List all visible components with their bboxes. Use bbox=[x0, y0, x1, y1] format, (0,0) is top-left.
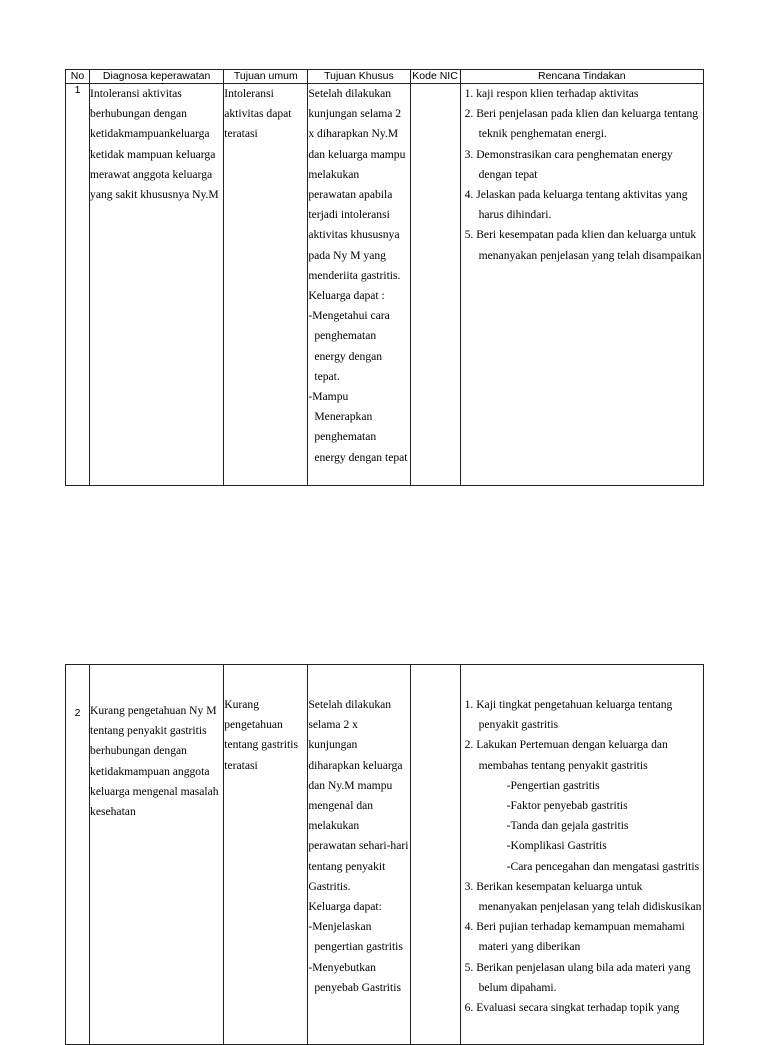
list-item bbox=[465, 735, 703, 876]
row-number: 2 bbox=[66, 665, 90, 1045]
list-item: 1. Kaji tingkat pengetahuan keluarga tentang penyakit gastritis bbox=[464, 698, 673, 732]
tujuan-umum-cell: Kurang pengetahuan tentang gastritis teratasi bbox=[224, 665, 308, 1045]
sub-item: -Tanda dan gejala gastritis bbox=[506, 819, 629, 833]
table-row bbox=[66, 665, 704, 1045]
goal-item-detail: Menerapkan penghematan energy dengan tepat bbox=[314, 410, 408, 464]
goal-item: -Menjelaskan bbox=[308, 920, 372, 934]
keluarga-dapat-label: Keluarga dapat : bbox=[308, 289, 385, 303]
keluarga-dapat-label: Keluarga dapat: bbox=[308, 900, 382, 914]
list-item: 6. Evaluasi secara singkat terhadap topik yang bbox=[464, 1001, 680, 1015]
header-kode-nic: Kode NIC bbox=[410, 70, 460, 84]
care-plan-table-1 bbox=[65, 69, 704, 486]
goal-item: -Mampu bbox=[308, 390, 349, 404]
list-item-text: 2. Lakukan Pertemuan dengan keluarga dan membahas tentang penyakit gastritis bbox=[464, 738, 668, 772]
sub-item: -Faktor penyebab gastritis bbox=[506, 799, 628, 813]
goal-item-detail: penghematan energy dengan tepat. bbox=[314, 329, 383, 383]
rencana-cell bbox=[460, 665, 703, 1045]
table-header-row bbox=[66, 70, 704, 84]
sub-item: -Cara pencegahan dan mengatasi gastritis bbox=[506, 859, 700, 873]
tujuan-khusus-cell bbox=[308, 665, 410, 1045]
tujuan-khusus-intro: Setelah dilakukan kunjungan selama 2 x diharapkan Ny.M dan keluarga mampu melakukan perawatan apabila terjadi intoleransi aktivitas khususnya pada Ny M yang menderiita gastritis. bbox=[308, 87, 406, 282]
list-item: 1. kaji respon klien terhadap aktivitas bbox=[464, 87, 639, 100]
header-tujuan-umum: Tujuan umum bbox=[224, 70, 308, 84]
tujuan-umum-cell: Intoleransi aktivitas dapat teratasi bbox=[224, 84, 308, 486]
list-item: 5. Beri kesempatan pada klien dan keluarga untuk menanyakan penjelasan yang telah disampaikan bbox=[464, 228, 702, 262]
header-rencana-tindakan: Rencana Tindakan bbox=[460, 70, 703, 84]
list-item: 4. Jelaskan pada keluarga tentang aktivitas yang harus dihindari. bbox=[464, 188, 688, 222]
kode-nic-cell bbox=[410, 665, 460, 1045]
header-no: No bbox=[66, 70, 90, 84]
table-row bbox=[66, 84, 704, 486]
list-item: 3. Berikan kesempatan keluarga untuk menanyakan penjelasan yang telah didiskusikan bbox=[464, 879, 702, 914]
action-list bbox=[461, 695, 703, 1018]
row-number: 1 bbox=[66, 84, 90, 486]
tujuan-khusus-cell bbox=[308, 84, 410, 486]
list-item: 5. Berikan penjelasan ulang bila ada materi yang belum dipahami. bbox=[464, 960, 691, 994]
goal-item: -Mengetahui cara bbox=[308, 309, 390, 323]
kode-nic-cell bbox=[410, 84, 460, 486]
header-diagnosa: Diagnosa keperawatan bbox=[90, 70, 224, 84]
sub-item: -Komplikasi Gastritis bbox=[506, 839, 607, 853]
header-tujuan-khusus: Tujuan Khusus bbox=[308, 70, 410, 84]
goal-item-detail: penyebab Gastritis bbox=[314, 980, 401, 994]
tujuan-khusus-intro: Setelah dilakukan selama 2 x kunjungan diharapkan keluarga dan Ny.M mampu mengenal dan melakukan perawatan sehari-hari tentang penyakit Gastritis. bbox=[308, 698, 409, 893]
rencana-cell bbox=[460, 84, 703, 486]
list-item: 3. Demonstrasikan cara penghematan energy dengan tepat bbox=[464, 147, 673, 181]
diagnosa-cell: Intoleransi aktivitas berhubungan dengan ketidakmampuankeluarga ketidak mampuan keluarga merawat anggota keluarga yang sakit khususnya Ny.M bbox=[90, 84, 224, 486]
action-list bbox=[461, 84, 703, 266]
sub-item: -Pengertian gastritis bbox=[506, 778, 600, 792]
care-plan-table-2 bbox=[65, 664, 704, 1045]
goal-item: -Menyebutkan bbox=[308, 960, 376, 974]
list-item: 2. Beri penjelasan pada klien dan keluarga tentang teknik penghematan energi. bbox=[464, 107, 699, 141]
list-item: 4. Beri pujian terhadap kemampuan memahami materi yang diberikan bbox=[464, 920, 685, 954]
diagnosa-cell: Kurang pengetahuan Ny M tentang penyakit gastritis berhubungan dengan ketidakmampuan anggota keluarga mengenal masalah kesehatan bbox=[90, 665, 224, 1045]
goal-item-detail: pengertian gastritis bbox=[314, 940, 403, 954]
